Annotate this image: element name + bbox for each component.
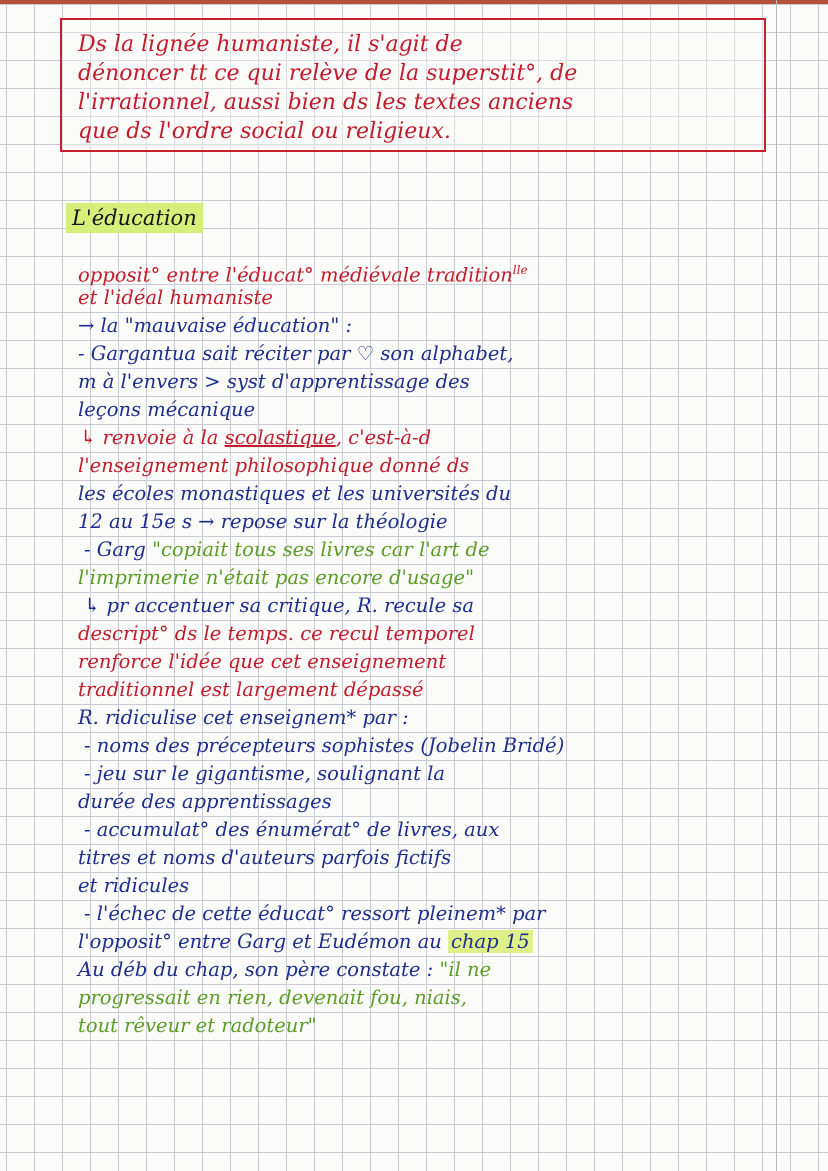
note-superscript: lle (512, 263, 528, 277)
margin-line (776, 0, 777, 1171)
note-line: leçons mécanique (78, 398, 256, 421)
top-edge-line (0, 0, 828, 4)
note-line: - accumulat° des énumérat° de livres, aux (84, 818, 500, 841)
note-line: descript° ds le temps. ce recul temporel (78, 622, 475, 645)
section-heading: L'éducation (66, 203, 203, 233)
intro-line: dénoncer tt ce qui relève de la superstit°, de (78, 61, 578, 86)
note-highlight: chap 15 (448, 930, 533, 953)
intro-line: Ds la lignée humaniste, il s'agit de (78, 32, 463, 57)
note-line: m à l'envers > syst d'apprentissage des (78, 370, 470, 393)
note-line: durée des apprentissages (78, 790, 332, 813)
note-line: progressait en rien, devenait fou, niais, (78, 986, 467, 1009)
note-quote: "il ne (439, 958, 492, 981)
note-text: l'opposit° entre Garg et Eudémon au (78, 930, 449, 953)
note-text: ↳ renvoie à la (80, 426, 225, 449)
note-line: 12 au 15e s → repose sur la théologie (78, 510, 448, 533)
note-line: - l'échec de cette éducat° ressort pleinem* par (84, 902, 546, 925)
note-line: renforce l'idée que cet enseignement (78, 650, 447, 673)
note-line: l'enseignement philosophique donné ds (78, 454, 470, 477)
note-line: → la "mauvaise éducation" : (78, 314, 353, 337)
note-line: l'imprimerie n'était pas encore d'usage" (78, 566, 475, 589)
note-line (78, 956, 491, 984)
note-line: R. ridiculise cet enseignem* par : (78, 706, 409, 729)
note-text: , c'est-à-d (335, 426, 432, 449)
note-line (78, 256, 528, 287)
intro-line: l'irrationnel, aussi bien ds les textes anciens (78, 90, 574, 115)
note-line: titres et noms d'auteurs parfois fictifs (78, 846, 452, 869)
intro-line: que ds l'ordre social ou religieux. (78, 119, 451, 144)
note-text: Au déb du chap, son père constate : (78, 958, 440, 981)
note-line: - Gargantua sait réciter par ♡ son alphabet, (78, 342, 514, 365)
note-line (84, 536, 490, 564)
note-underlined-term: scolastique (224, 426, 336, 449)
note-line: et ridicules (78, 874, 190, 897)
note-line (78, 928, 533, 956)
note-line: - jeu sur le gigantisme, soulignant la (84, 762, 445, 785)
note-line: et l'idéal humaniste (78, 286, 273, 309)
note-line: - noms des précepteurs sophistes (Jobelin Bridé) (84, 734, 565, 757)
note-line: tout rêveur et radoteur" (78, 1014, 317, 1037)
note-text: - Garg (84, 538, 152, 561)
note-quote: "copiait tous ses livres car l'art de (152, 538, 490, 561)
note-line: les écoles monastiques et les universités du (78, 482, 512, 505)
intro-box (60, 18, 766, 152)
note-text: opposit° entre l'éducat° médiévale tradition (78, 263, 513, 287)
note-line: traditionnel est largement dépassé (78, 678, 424, 701)
note-line (80, 424, 431, 452)
note-line: ↳ pr accentuer sa critique, R. recule sa (84, 594, 474, 617)
